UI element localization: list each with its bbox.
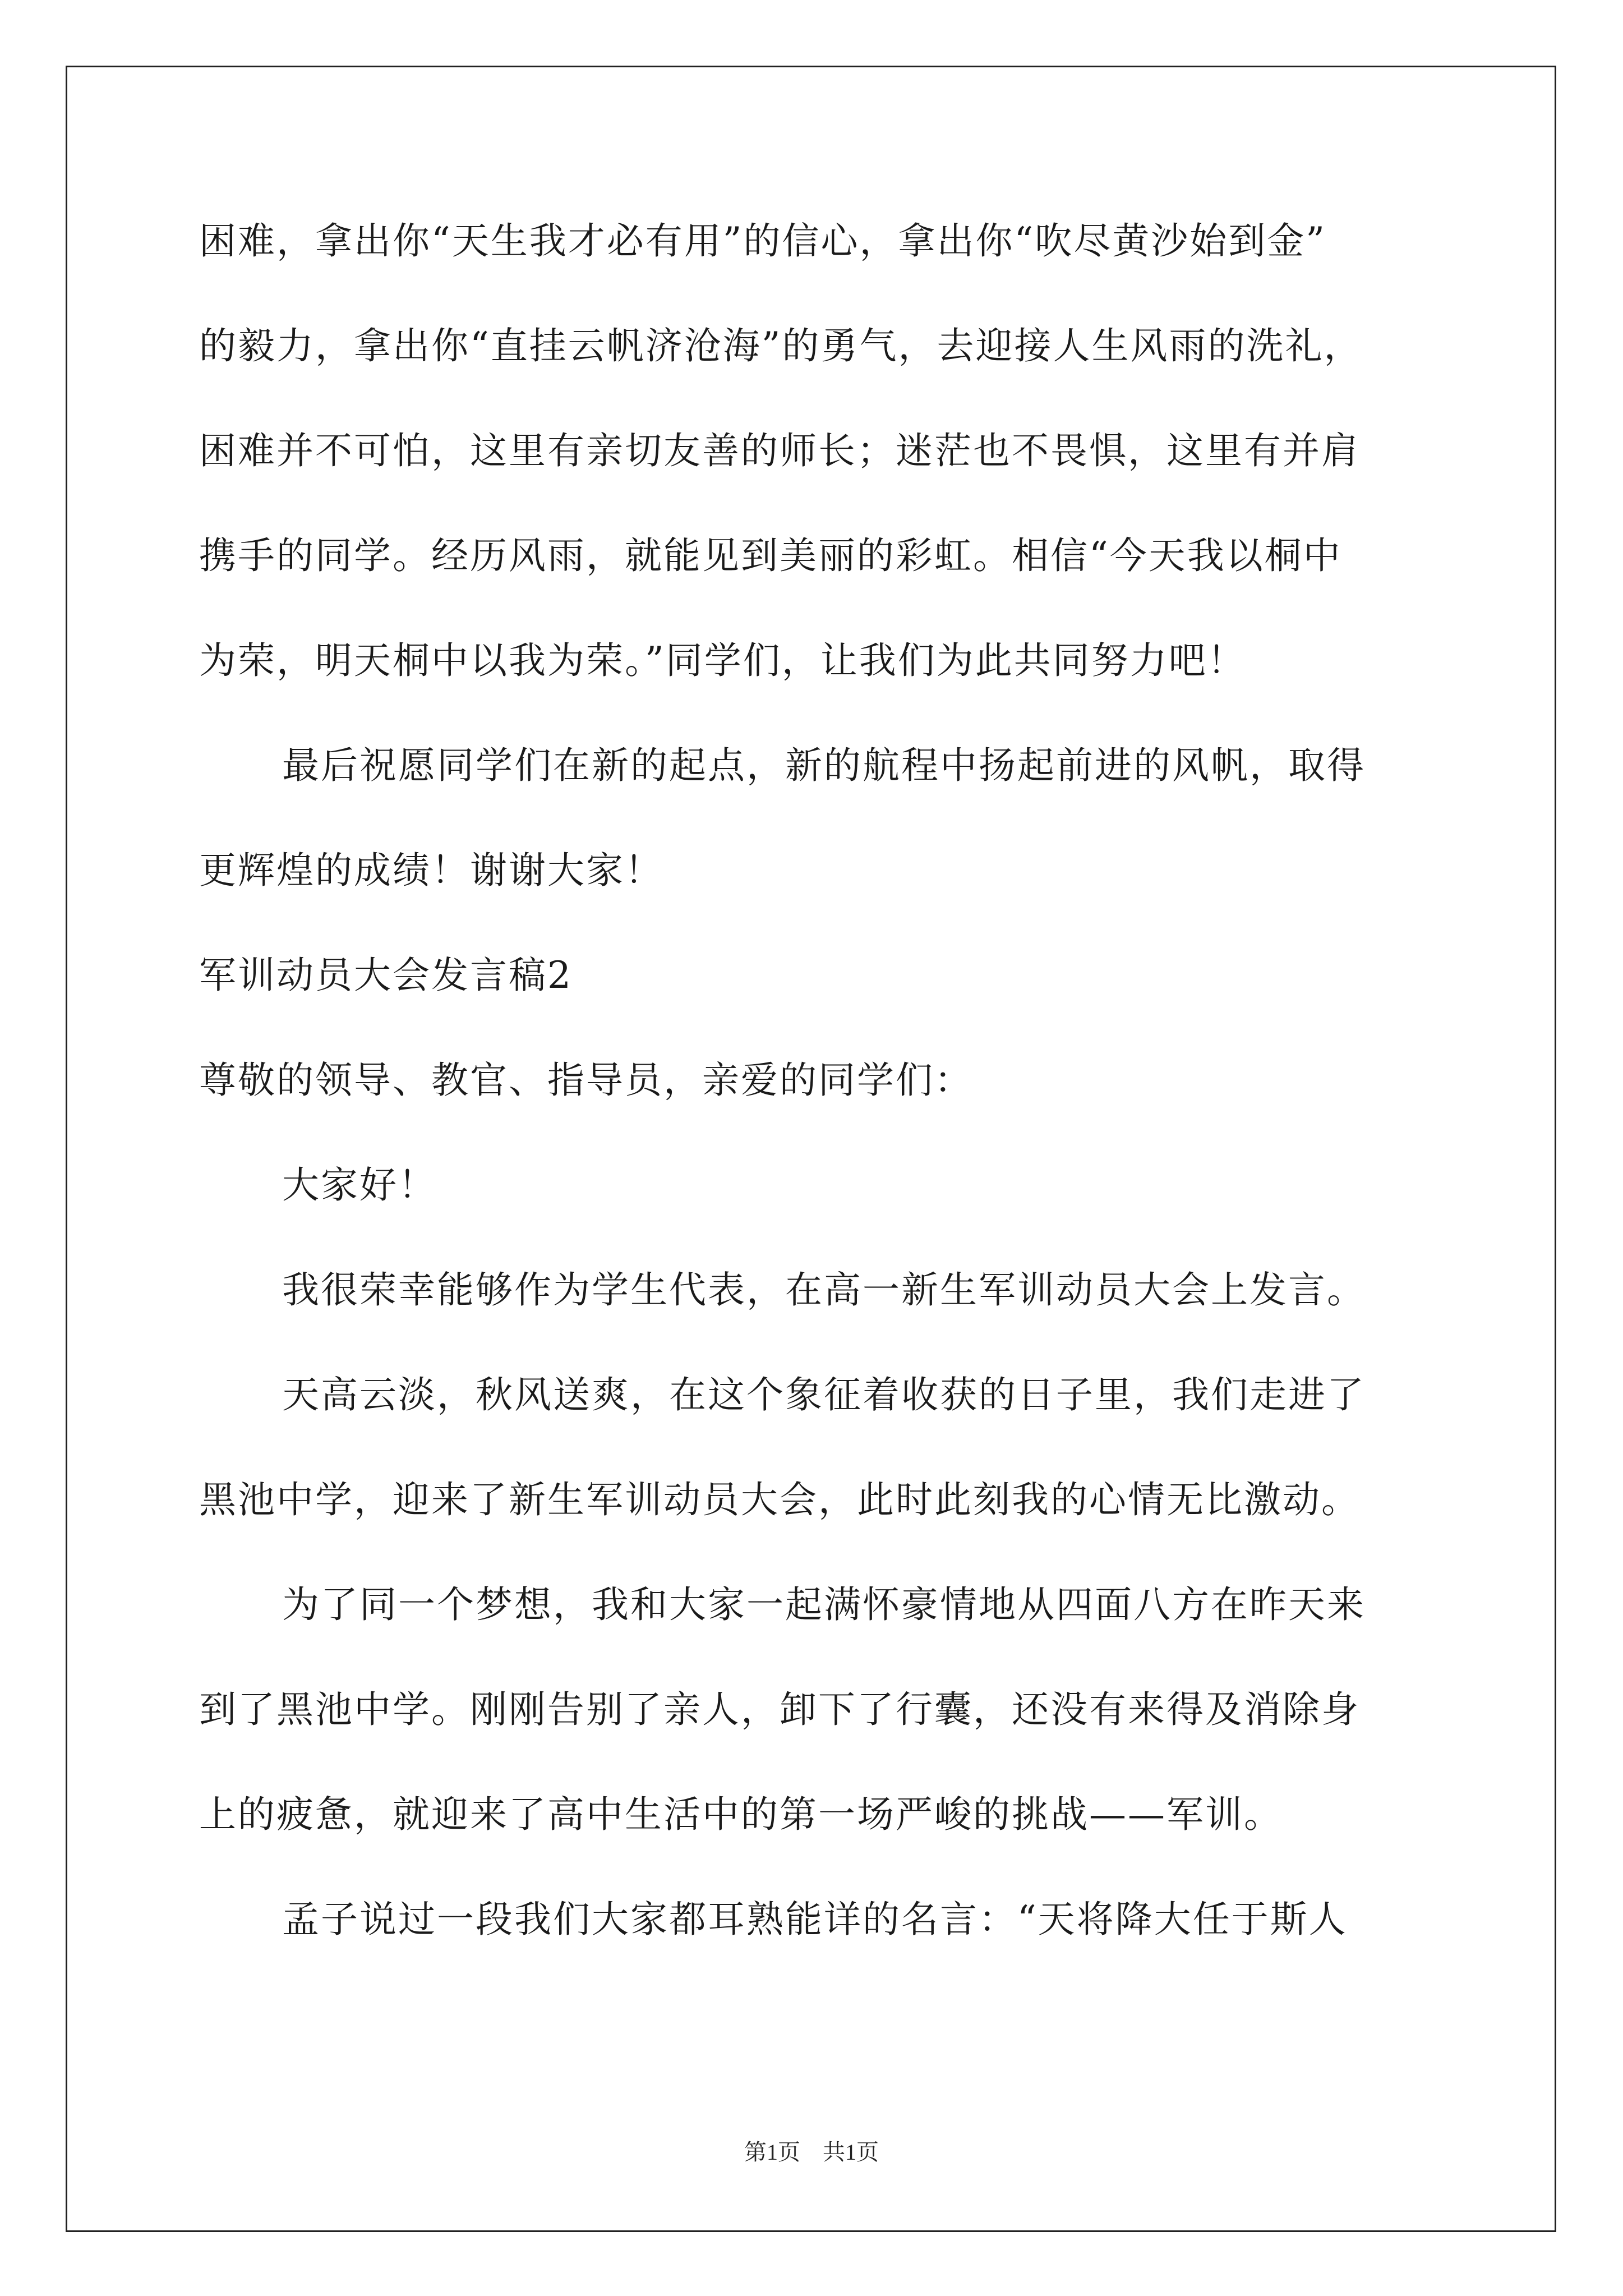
text-line: 到了黑池中学。刚刚告别了亲人，卸下了行囊，还没有来得及消除身 — [199, 1688, 1360, 1731]
text-line: 困难并不可怕，这里有亲切友善的师长；迷茫也不畏惧，这里有并肩 — [199, 429, 1360, 472]
text-line: 困难，拿出你“天生我才必有用”的信心，拿出你“吹尽黄沙始到金” — [199, 219, 1326, 263]
text-line: 携手的同学。经历风雨，就能见到美丽的彩虹。相信“今天我以桐中 — [199, 534, 1342, 577]
text-line: 黑池中学，迎来了新生军训动员大会，此时此刻我的心情无比激动。 — [199, 1478, 1360, 1521]
text-line: 的毅力，拿出你“直挂云帆济沧海”的勇气，去迎接人生风雨的洗礼， — [199, 324, 1363, 367]
text-line: 孟子说过一段我们大家都耳熟能详的名言：“天将降大任于斯人 — [282, 1898, 1348, 1941]
text-line: 我很荣幸能够作为学生代表，在高一新生军训动员大会上发言。 — [282, 1268, 1366, 1312]
text-line: 为荣，明天桐中以我为荣。”同学们，让我们为此共同努力吧！ — [199, 639, 1246, 682]
section-title: 军训动员大会发言稿2 — [199, 954, 573, 997]
text-line: 上的疲惫，就迎来了高中生活中的第一场严峻的挑战——军训。 — [199, 1793, 1283, 1836]
text-line: 为了同一个梦想，我和大家一起满怀豪情地从四面八方在昨天来 — [282, 1583, 1366, 1626]
page-footer: 第1页 共1页 — [744, 2139, 879, 2165]
text-line: 更辉煌的成绩！谢谢大家！ — [199, 849, 663, 892]
text-line: 最后祝愿同学们在新的起点，新的航程中扬起前进的风帆，取得 — [282, 744, 1366, 787]
text-line: 天高云淡，秋风送爽，在这个象征着收获的日子里，我们走进了 — [282, 1373, 1366, 1416]
document-body — [199, 210, 1427, 1994]
greeting: 大家好！ — [282, 1163, 437, 1207]
salutation: 尊敬的领导、教官、指导员，亲爱的同学们： — [199, 1059, 973, 1102]
